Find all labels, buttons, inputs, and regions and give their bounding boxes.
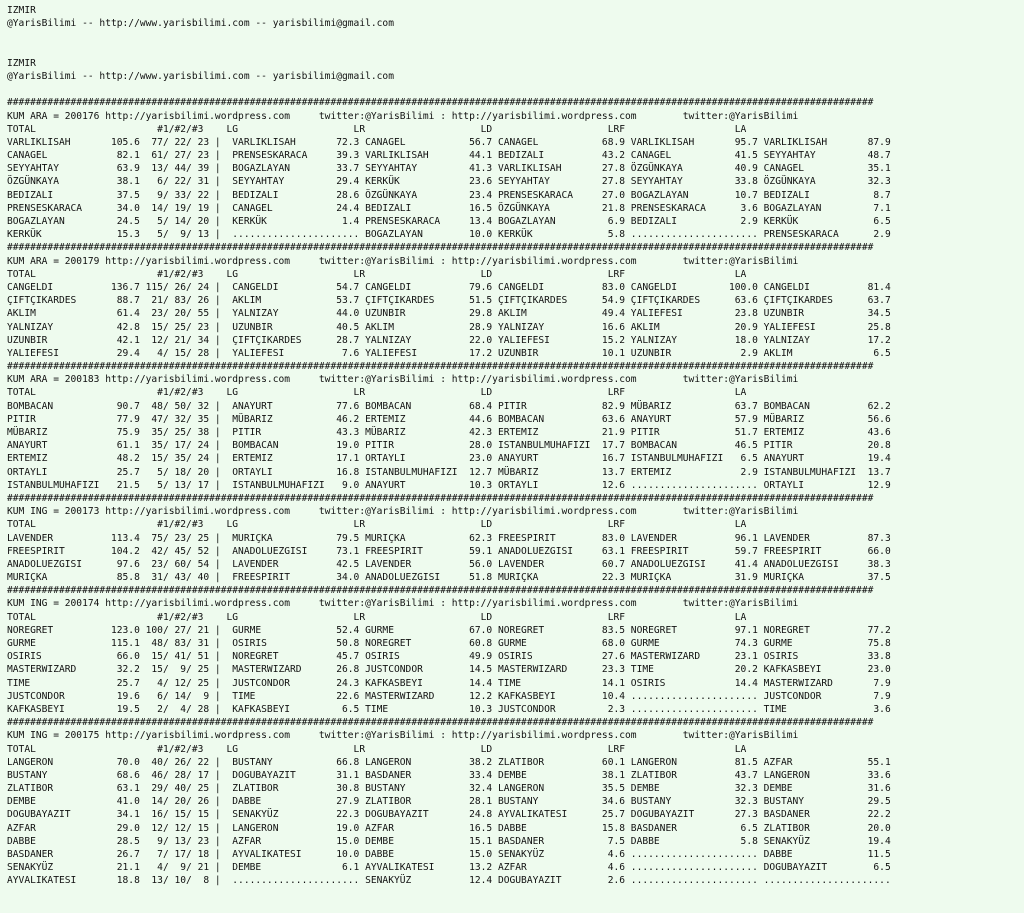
result-row: YALIEFESI 29.4 4/ 15/ 28 | YALIEFESI 7.6 YALIEFESI 17.2 UZUNBIR 10.1 UZUNBIR 2.9 AKLIM 6.5 [7, 347, 891, 359]
result-row: AZFAR 29.0 12/ 12/ 15 | LANGERON 19.0 AZFAR 16.5 DABBE 15.8 BASDANER 6.5 ZLATIBOR 20.0 [7, 822, 891, 834]
race-sections [7, 96, 1024, 887]
result-row: ERTEMIZ 48.2 15/ 35/ 24 | ERTEMIZ 17.1 ORTAYLI 23.0 ANAYURT 16.7 ISTANBULMUHAFIZI 6.5 ANAYURT 19.4 [7, 453, 891, 465]
city-title: IZMIR [7, 57, 36, 69]
column-headers: TOTAL #1/#2/#3 LG LR LD LRF LA [7, 123, 747, 135]
result-row: DABBE 28.5 9/ 13/ 23 | AZFAR 15.0 DEMBE 15.1 BASDANER 7.5 DABBE 5.8 SENAKYÜZ 19.4 [7, 835, 891, 847]
result-row: BOGAZLAYAN 24.5 5/ 14/ 20 | KERKÜK 1.4 PRENSESKARACA 13.4 BOGAZLAYAN 6.9 BEDIZALI 2.9 KERKÜK 6.5 [7, 216, 891, 227]
result-row: ÇIFTÇIKARDES 88.7 21/ 83/ 26 | AKLIM 53.7 ÇIFTÇIKARDES 51.5 ÇIFTÇIKARDES 54.9 ÇIFTÇIKARDES 63.6 ÇIFTÇIKARDES 63.7 [7, 295, 891, 307]
result-row: DEMBE 41.0 14/ 20/ 26 | DABBE 27.9 ZLATIBOR 28.1 BUSTANY 34.6 BUSTANY 32.3 BUSTANY 29.5 [7, 796, 891, 808]
result-row: SEYYAHTAY 63.9 13/ 44/ 39 | BOGAZLAYAN 33.7 SEYYAHTAY 41.3 VARLIKLISAH 27.8 ÖZGÜNKAYA 40.9 CANAGEL 35.1 [7, 163, 891, 175]
result-row: MÜBARIZ 75.9 35/ 25/ 38 | PITIR 43.3 MÜBARIZ 42.3 ERTEMIZ 21.9 PITIR 51.7 ERTEMIZ 43.6 [7, 427, 891, 438]
contact-line: @YarisBilimi -- http://www.yarisbilimi.com -- yarisbilimi@gmail.com [7, 70, 394, 82]
blank-line [7, 83, 1024, 96]
separator-line: ###################################################################################################################################################### [7, 97, 874, 109]
result-row: AKLIM 61.4 23/ 20/ 55 | YALNIZAY 44.0 UZUNBIR 29.8 AKLIM 49.4 YALIEFESI 23.8 UZUNBIR 34.5 [7, 308, 891, 320]
result-row: LANGERON 70.0 40/ 26/ 22 | BUSTANY 66.8 LANGERON 38.2 ZLATIBOR 60.1 LANGERON 81.5 AZFAR 55.1 [7, 756, 891, 768]
result-row: YALNIZAY 42.8 15/ 25/ 23 | UZUNBIR 40.5 AKLIM 28.9 YALNIZAY 16.6 AKLIM 20.9 YALIEFESI 25.8 [7, 321, 891, 333]
result-row: ORTAYLI 25.7 5/ 18/ 20 | ORTAYLI 16.8 ISTANBULMUHAFIZI 12.7 MÜBARIZ 13.7 ERTEMIZ 2.9 ISTANBULMUHAFIZI 13.7 [7, 466, 891, 478]
city-title: IZMIR [7, 5, 36, 16]
result-row: KAFKASBEYI 19.5 2/ 4/ 28 | KAFKASBEYI 6.5 TIME 10.3 JUSTCONDOR 2.3 ...................... TIME 3.6 [7, 703, 891, 715]
blank-line [7, 44, 1024, 57]
separator-line: ###################################################################################################################################################### [7, 242, 874, 254]
result-row: ZLATIBOR 63.1 29/ 40/ 25 | ZLATIBOR 30.8 BUSTANY 32.4 LANGERON 35.5 DEMBE 32.3 DEMBE 31.6 [7, 783, 891, 795]
blank-line [7, 30, 1024, 43]
race-header: KUM ARA = 200176 http://yarisbilimi.wordpress.com twitter:@YarisBilimi : http://yarisbilimi.wordpress.com twitter:@YarisBilimi [7, 110, 799, 122]
column-headers: TOTAL #1/#2/#3 LG LR LD LRF LA [7, 743, 747, 755]
race-header: KUM ARA = 200179 http://yarisbilimi.wordpress.com twitter:@YarisBilimi : http://yarisbilimi.wordpress.com twitter:@YarisBilimi [7, 255, 799, 267]
result-row: LAVENDER 113.4 75/ 23/ 25 | MURIÇKA 79.5 MURIÇKA 62.3 FREESPIRIT 83.0 LAVENDER 96.1 LAVENDER 87.3 [7, 532, 891, 544]
race-header: KUM ING = 200175 http://yarisbilimi.wordpress.com twitter:@YarisBilimi : http://yarisbilimi.wordpress.com twitter:@YarisBilimi [7, 730, 799, 742]
result-row: PITIR 77.9 47/ 32/ 35 | MÜBARIZ 46.2 ERTEMIZ 44.6 BOMBACAN 63.6 ANAYURT 57.9 MÜBARIZ 56.6 [7, 413, 891, 425]
column-headers: TOTAL #1/#2/#3 LG LR LD LRF LA [7, 611, 747, 623]
result-row: FREESPIRIT 104.2 42/ 45/ 52 | ANADOLUEZGISI 73.1 FREESPIRIT 59.1 ANADOLUEZGISI 63.1 FREESPIRIT 59.7 FREESPIRIT 66.0 [7, 545, 891, 557]
column-headers: TOTAL #1/#2/#3 LG LR LD LRF LA [7, 387, 747, 399]
result-row: BUSTANY 68.6 46/ 28/ 17 | DOGUBAYAZIT 31.1 BASDANER 33.4 DEMBE 38.1 ZLATIBOR 43.7 LANGERON 33.6 [7, 769, 891, 781]
result-row: ÖZGÜNKAYA 38.1 6/ 22/ 31 | SEYYAHTAY 29.4 KERKÜK 23.6 SEYYAHTAY 27.8 SEYYAHTAY 33.8 ÖZGÜNKAYA 32.3 [7, 176, 891, 188]
result-row: BASDANER 26.7 7/ 17/ 18 | AYVALIKATESI 10.0 DABBE 15.0 SENAKYÜZ 4.6 ...................... DABBE 11.5 [7, 849, 891, 860]
separator-line: ###################################################################################################################################################### [7, 361, 874, 373]
result-row: KERKÜK 15.3 5/ 9/ 13 | ...................... BOGAZLAYAN 10.0 KERKÜK 5.8 ...................... PRENSESKARACA 2.9 [7, 229, 891, 241]
result-row: SENAKYÜZ 21.1 4/ 9/ 21 | DEMBE 6.1 AYVALIKATESI 13.2 AZFAR 4.6 ...................... DOGUBAYAZIT 6.5 [7, 862, 891, 874]
result-row: JUSTCONDOR 19.6 6/ 14/ 9 | TIME 22.6 MASTERWIZARD 12.2 KAFKASBEYI 10.4 ...................... JUSTCONDOR 7.9 [7, 690, 891, 702]
result-row: ANAYURT 61.1 35/ 17/ 24 | BOMBACAN 19.0 PITIR 28.0 ISTANBULMUHAFIZI 17.7 BOMBACAN 46.5 PITIR 20.8 [7, 440, 891, 452]
result-row: NOREGRET 123.0 100/ 27/ 21 | GURME 52.4 GURME 67.0 NOREGRET 83.5 NOREGRET 97.1 NOREGRET 77.2 [7, 624, 891, 636]
result-row: PRENSESKARACA 34.0 14/ 19/ 19 | CANAGEL 24.4 BEDIZALI 16.5 ÖZGÜNKAYA 21.8 PRENSESKARACA 3.6 BOGAZLAYAN 7.1 [7, 202, 891, 214]
result-row: TIME 25.7 4/ 12/ 25 | JUSTCONDOR 24.3 KAFKASBEYI 14.4 TIME 14.1 OSIRIS 14.4 MASTERWIZARD 7.9 [7, 677, 891, 689]
contact-line: @YarisBilimi -- http://www.yarisbilimi.com -- yarisbilimi@gmail.com [7, 18, 394, 30]
result-row: UZUNBIR 42.1 12/ 21/ 34 | ÇIFTÇIKARDES 28.7 YALNIZAY 22.0 YALIEFESI 15.2 YALNIZAY 18.0 YALNIZAY 17.2 [7, 334, 891, 346]
result-row: ANADOLUEZGISI 97.6 23/ 60/ 54 | LAVENDER 42.5 LAVENDER 56.0 LAVENDER 60.7 ANADOLUEZGISI 41.4 ANADOLUEZGISI 38.3 [7, 558, 891, 570]
race-header: KUM ING = 200173 http://yarisbilimi.wordpress.com twitter:@YarisBilimi : http://yarisbilimi.wordpress.com twitter:@YarisBilimi [7, 506, 799, 518]
result-row: OSIRIS 66.0 15/ 41/ 51 | NOREGRET 45.7 OSIRIS 49.9 OSIRIS 27.6 MASTERWIZARD 23.1 OSIRIS 33.8 [7, 651, 891, 663]
result-row: BEDIZALI 37.5 9/ 33/ 22 | BEDIZALI 28.6 ÖZGÜNKAYA 23.4 PRENSESKARACA 27.0 BOGAZLAYAN 10.7 BEDIZALI 8.7 [7, 189, 891, 201]
column-headers: TOTAL #1/#2/#3 LG LR LD LRF LA [7, 519, 747, 531]
result-row: MURIÇKA 85.8 31/ 43/ 40 | FREESPIRIT 34.0 ANADOLUEZGISI 51.8 MURIÇKA 22.3 MURIÇKA 31.9 MURIÇKA 37.5 [7, 572, 891, 584]
race-header: KUM ING = 200174 http://yarisbilimi.wordpress.com twitter:@YarisBilimi : http://yarisbilimi.wordpress.com twitter:@YarisBilimi [7, 598, 799, 610]
result-row: CANAGEL 82.1 61/ 27/ 23 | PRENSESKARACA 39.3 VARLIKLISAH 44.1 BEDIZALI 43.2 CANAGEL 41.5 SEYYAHTAY 48.7 [7, 150, 891, 162]
race-header: KUM ARA = 200183 http://yarisbilimi.wordpress.com twitter:@YarisBilimi : http://yarisbilimi.wordpress.com twitter:@YarisBilimi [7, 374, 799, 386]
result-row: ISTANBULMUHAFIZI 21.5 5/ 13/ 17 | ISTANBULMUHAFIZI 9.0 ANAYURT 10.3 ORTAYLI 12.6 ...................... ORTAYLI 12.9 [7, 479, 891, 491]
separator-line: ###################################################################################################################################################### [7, 492, 874, 504]
result-row: CANGELDI 136.7 115/ 26/ 24 | CANGELDI 54.7 CANGELDI 79.6 CANGELDI 83.0 CANGELDI 100.0 CANGELDI 81.4 [7, 281, 891, 293]
separator-line: ###################################################################################################################################################### [7, 717, 874, 729]
result-row: VARLIKLISAH 105.6 77/ 22/ 23 | VARLIKLISAH 72.3 CANAGEL 56.7 CANAGEL 68.9 VARLIKLISAH 95.7 VARLIKLISAH 87.9 [7, 136, 891, 148]
result-row: AYVALIKATESI 18.8 13/ 10/ 8 | ...................... SENAKYÜZ 12.4 DOGUBAYAZIT 2.6 ...................... ...................... [7, 875, 891, 887]
result-row: GURME 115.1 48/ 83/ 31 | OSIRIS 50.8 NOREGRET 60.8 GURME 68.0 GURME 74.3 GURME 75.8 [7, 638, 891, 649]
separator-line: ###################################################################################################################################################### [7, 585, 874, 597]
column-headers: TOTAL #1/#2/#3 LG LR LD LRF LA [7, 268, 747, 280]
result-row: BOMBACAN 90.7 48/ 50/ 32 | ANAYURT 77.6 BOMBACAN 68.4 PITIR 82.9 MÜBARIZ 63.7 BOMBACAN 62.2 [7, 400, 891, 412]
result-row: MASTERWIZARD 32.2 15/ 9/ 25 | MASTERWIZARD 26.8 JUSTCONDOR 14.5 MASTERWIZARD 23.3 TIME 20.2 KAFKASBEYI 23.0 [7, 664, 891, 676]
result-row: DOGUBAYAZIT 34.1 16/ 15/ 15 | SENAKYÜZ 22.3 DOGUBAYAZIT 24.8 AYVALIKATESI 25.7 DOGUBAYAZIT 27.3 BASDANER 22.2 [7, 809, 891, 821]
